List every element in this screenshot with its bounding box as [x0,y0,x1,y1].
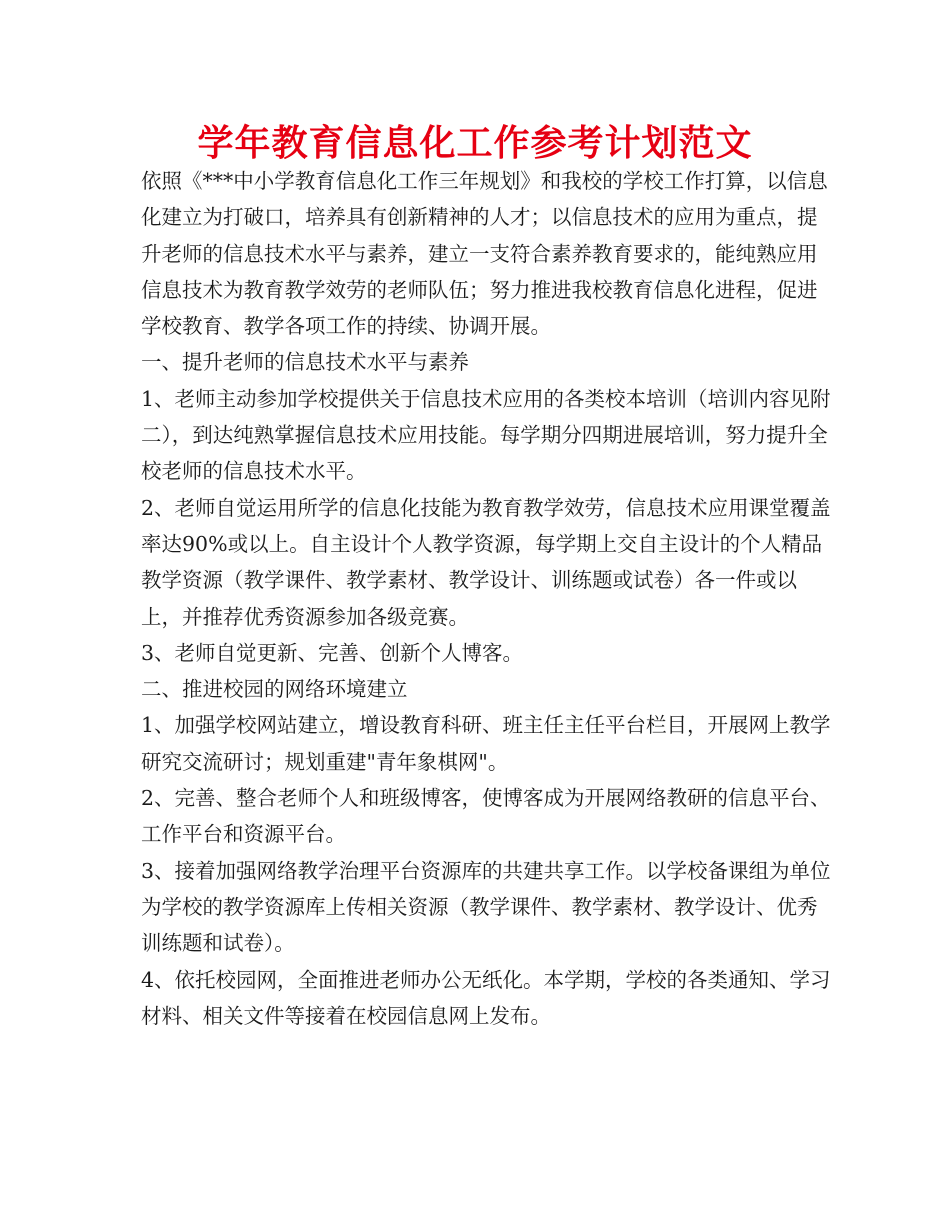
section-1-item-1: 1、老师主动参加学校提供关于信息技术应用的各类校本培训（培训内容见附二），到达纯熟掌握信息技术应用技能。每学期分四期进展培训，努力提升全校老师的信息技术水平。 [141,386,831,484]
document-title: 学年教育信息化工作参考计划范文 [197,123,753,164]
section-2-item-4: 4、依托校园网，全面推进老师办公无纸化。本学期，学校的各类通知、学习材料、相关文件等接着在校园信息网上发布。 [141,967,831,1028]
section-1-item-2: 2、老师自觉运用所学的信息化技能为教育教学效劳，信息技术应用课堂覆盖率达90%或以上。自主设计个人教学资源，每学期上交自主设计的个人精品教学资源（教学课件、教学素材、教学设计、训练题或试卷）各一件或以上，并推荐优秀资源参加各级竞赛。 [141,495,831,629]
intro-paragraph: 依照《***中小学教育信息化工作三年规划》和我校的学校工作打算，以信息化建立为打破口，培养具有创新精神的人才；以信息技术的应用为重点，提升老师的信息技术水平与素养，建立一支符合素养教育要求的，能纯熟应用信息技术为教育教学效劳的老师队伍；努力推进我校教育信息化进程，促进学校教育、教学各项工作的持续、协调开展。 [141,169,828,339]
section-heading-2: 二、推进校园的网络环境建立 [141,677,408,702]
document-body [141,163,831,1034]
section-2-item-3: 3、接着加强网络教学治理平台资源库的共建共享工作。以学校备课组为单位为学校的教学资源库上传相关资源（教学课件、教学素材、教学设计、优秀训练题和试卷）。 [141,858,831,956]
section-2-item-2: 2、完善、整合老师个人和班级博客，使博客成为开展网络教研的信息平台、工作平台和资源平台。 [141,786,831,847]
section-1-item-3: 3、老师自觉更新、完善、创新个人博客。 [141,640,524,665]
section-heading-1: 一、提升老师的信息技术水平与素养 [141,350,469,375]
section-2-item-1: 1、加强学校网站建立，增设教育科研、班主任主任平台栏目，开展网上教学研究交流研讨；规划重建"青年象棋网"。 [141,713,831,774]
